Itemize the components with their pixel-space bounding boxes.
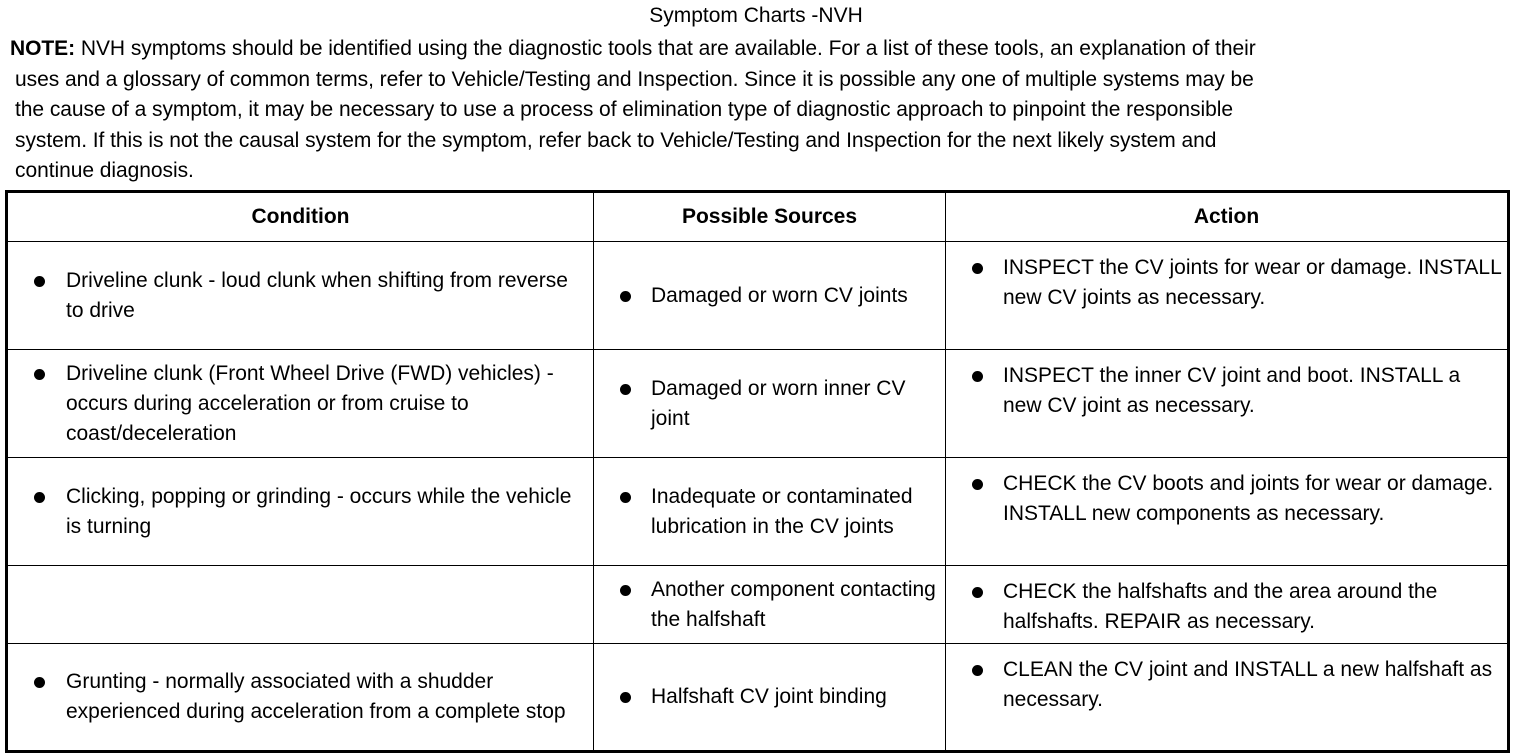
table-header-row xyxy=(7,192,1509,242)
page-title: Symptom Charts -NVH xyxy=(649,4,863,27)
action-cell xyxy=(946,350,1509,458)
condition-text: Grunting - normally associated with a shudder experienced during acceleration from a complete stop xyxy=(66,670,566,723)
source-item xyxy=(594,482,945,542)
action-item xyxy=(946,566,1507,637)
source-item xyxy=(594,281,945,311)
bullet-icon xyxy=(620,585,631,596)
bullet-icon xyxy=(972,263,983,274)
condition-item xyxy=(8,482,593,542)
action-text: INSPECT the CV joints for wear or damage. INSTALL new CV joints as necessary. xyxy=(1003,256,1501,309)
bullet-icon xyxy=(620,492,631,503)
source-cell xyxy=(594,458,946,566)
source-text: Damaged or worn CV joints xyxy=(651,283,908,307)
condition-cell xyxy=(7,350,594,458)
bullet-icon xyxy=(972,479,983,490)
condition-text: Driveline clunk - loud clunk when shifting from reverse to drive xyxy=(66,268,568,322)
bullet-icon xyxy=(34,276,45,287)
source-item xyxy=(594,575,945,635)
bullet-icon xyxy=(972,665,983,676)
note-paragraph xyxy=(10,34,1510,187)
source-cell xyxy=(594,242,946,350)
action-item xyxy=(946,644,1507,715)
bullet-icon xyxy=(34,677,45,688)
action-item xyxy=(946,242,1507,313)
note-line-3: the cause of a symptom, it may be necessary to use a process of elimination type of diagnostic approach to pinpoint the responsible xyxy=(15,98,1233,121)
header-condition: Condition xyxy=(7,192,594,242)
source-item xyxy=(594,374,945,434)
bullet-icon xyxy=(620,692,631,703)
condition-cell xyxy=(7,644,594,752)
source-item xyxy=(594,682,945,712)
condition-text: Driveline clunk (Front Wheel Drive (FWD) vehicles) - occurs during acceleration or from cruise to coast/deceleration xyxy=(66,361,554,445)
action-text: CHECK the CV boots and joints for wear or damage. INSTALL new components as necessary. xyxy=(1003,472,1494,525)
header-possible-sources: Possible Sources xyxy=(594,192,946,242)
note-line-1 xyxy=(10,34,1510,65)
bullet-icon xyxy=(972,587,983,598)
action-cell xyxy=(946,458,1509,566)
condition-item xyxy=(8,667,593,727)
action-text: CHECK the halfshafts and the area around the halfshafts. REPAIR as necessary. xyxy=(1003,580,1438,633)
action-text: CLEAN the CV joint and INSTALL a new halfshaft as necessary. xyxy=(1003,658,1493,711)
action-cell xyxy=(946,644,1509,752)
source-text: Damaged or worn inner CV joint xyxy=(651,376,906,430)
bullet-icon xyxy=(34,492,45,503)
action-text: INSPECT the inner CV joint and boot. INSTALL a new CV joint as necessary. xyxy=(1003,364,1461,417)
source-text: Inadequate or contaminated lubrication in the CV joints xyxy=(651,484,913,538)
note-line-2: uses and a glossary of common terms, refer to Vehicle/Testing and Inspection. Since it is possible any one of multiple systems may be xyxy=(15,67,1254,91)
source-cell xyxy=(594,644,946,752)
action-cell xyxy=(946,242,1509,350)
source-text: Halfshaft CV joint binding xyxy=(651,685,887,708)
source-text: Another component contacting the halfshaft xyxy=(651,577,936,631)
condition-cell xyxy=(7,458,594,566)
condition-cell xyxy=(7,242,594,350)
note-line-4: system. If this is not the causal system for the symptom, refer back to Vehicle/Testing and Inspection for the next likely system and xyxy=(15,128,1217,152)
symptom-table xyxy=(5,190,1510,753)
source-cell xyxy=(594,566,946,644)
source-cell xyxy=(594,350,946,458)
table-row xyxy=(7,350,1509,458)
table-row xyxy=(7,644,1509,752)
condition-cell-empty xyxy=(7,566,594,644)
action-cell xyxy=(946,566,1509,644)
bullet-icon xyxy=(34,369,45,380)
action-item xyxy=(946,350,1507,421)
condition-item xyxy=(8,359,593,449)
bullet-icon xyxy=(620,384,631,395)
table-row xyxy=(7,242,1509,350)
condition-item xyxy=(8,266,593,326)
action-item xyxy=(946,458,1507,529)
bullet-icon xyxy=(972,371,983,382)
table-row xyxy=(7,458,1509,566)
note-line-1-text: NVH symptoms should be identified using the diagnostic tools that are available. For a list of these tools, an explanation of their xyxy=(75,37,1256,60)
bullet-icon xyxy=(620,291,631,302)
table-row xyxy=(7,566,1509,644)
condition-text: Clicking, popping or grinding - occurs while the vehicle is turning xyxy=(66,484,572,538)
note-label: NOTE: xyxy=(10,37,76,60)
header-action: Action xyxy=(946,192,1509,242)
note-line-5: continue diagnosis. xyxy=(15,159,194,182)
